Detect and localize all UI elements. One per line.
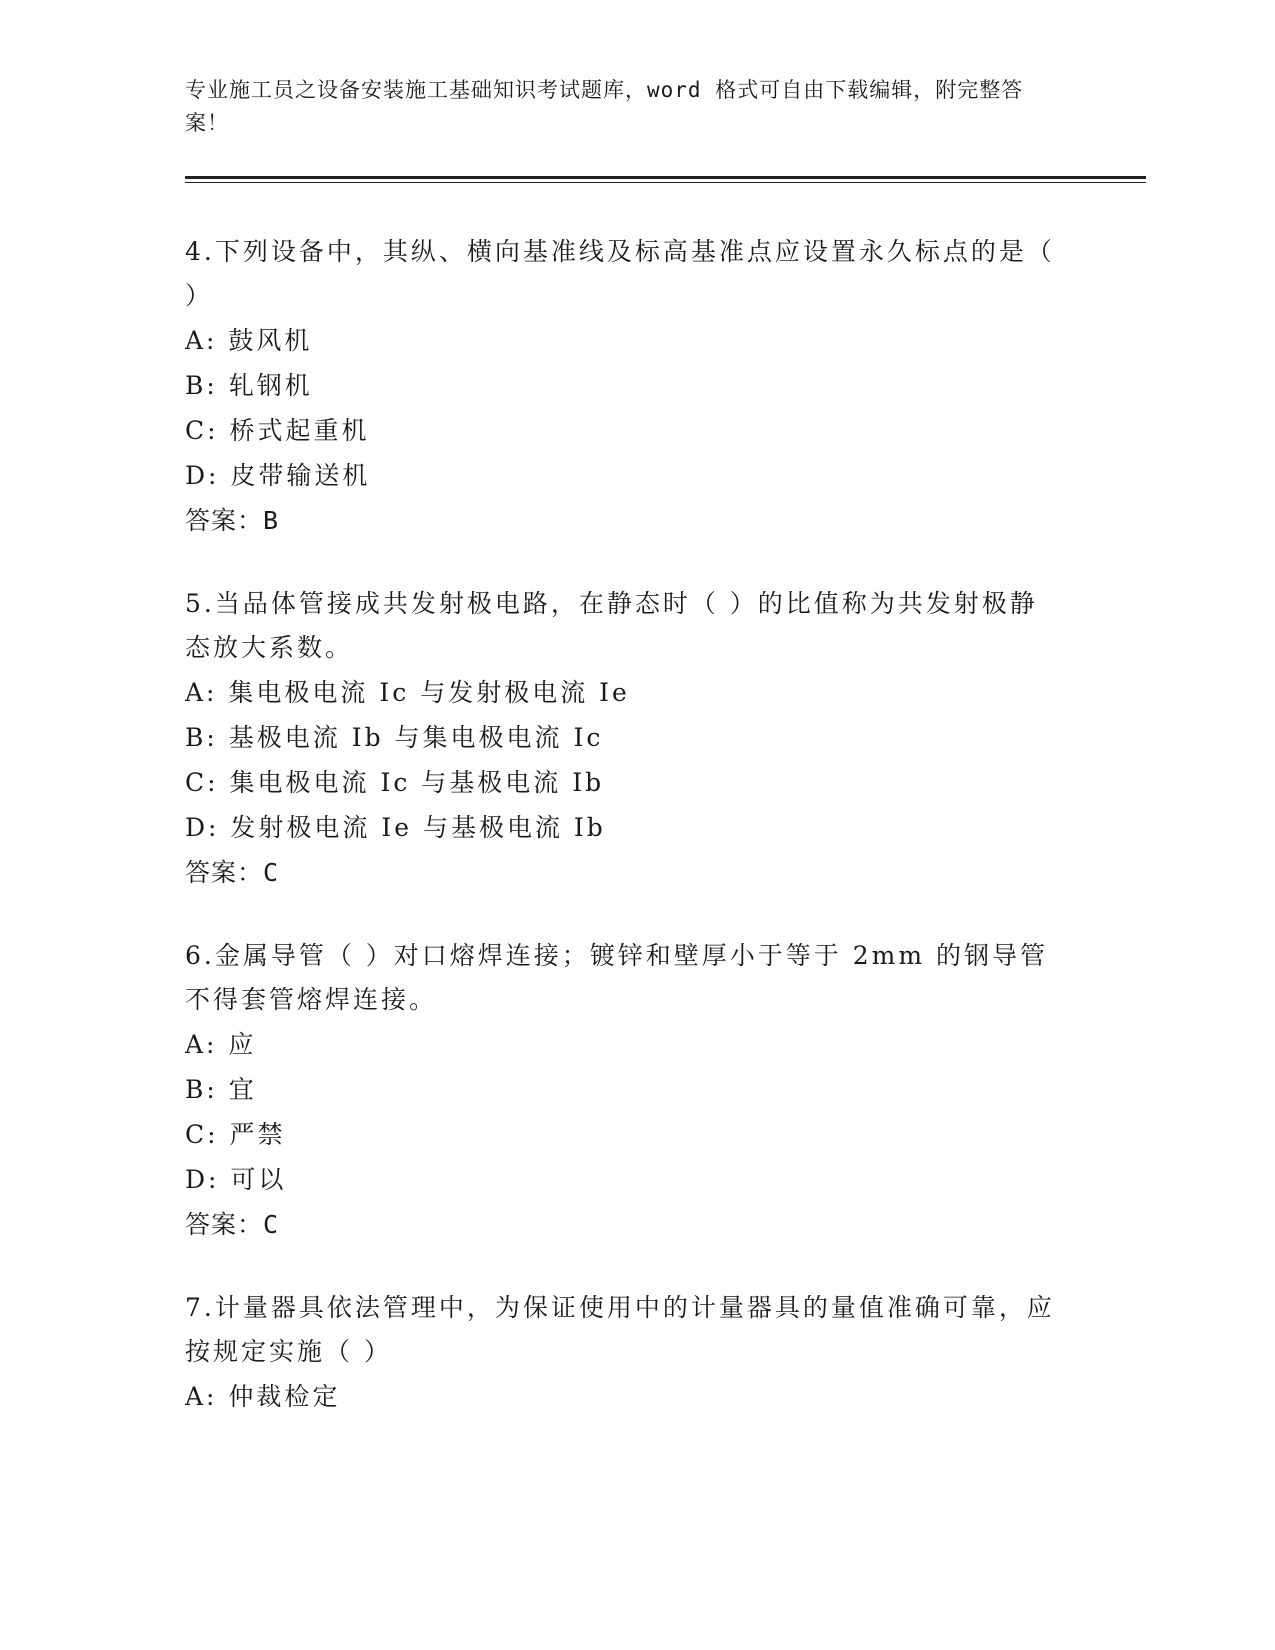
option-b: B: 基极电流 Ib 与集电极电流 Ic <box>185 723 604 752</box>
option-a: A: 鼓风机 <box>185 326 313 355</box>
question-7 <box>185 1286 1065 1419</box>
option-d: D: 发射极电流 Ie 与基极电流 Ib <box>185 813 606 842</box>
header-divider-thin <box>185 182 1146 183</box>
question-6 <box>185 934 1065 1248</box>
option-a: A: 集电极电流 Ic 与发射极电流 Ie <box>185 678 630 707</box>
option-a: A: 应 <box>185 1030 257 1059</box>
option-d: D: 皮带输送机 <box>185 461 371 490</box>
option-d: D: 可以 <box>185 1165 287 1194</box>
document-header-note: 专业施工员之设备安装施工基础知识考试题库，word 格式可自由下载编辑，附完整答案！ <box>185 78 1024 135</box>
answer-line: 答案：B <box>185 506 280 535</box>
question-text: 7.计量器具依法管理中，为保证使用中的计量器具的量值准确可靠，应按规定实施（ ） <box>185 1293 1055 1366</box>
option-c: C: 桥式起重机 <box>185 416 370 445</box>
question-text: 5.当品体管接成共发射极电路，在静态时（ ）的比值称为共发射极静态放大系数。 <box>185 589 1038 662</box>
question-4 <box>185 230 1065 544</box>
question-text: 6.金属导管（ ）对口熔焊连接；镀锌和壁厚小于等于 2mm 的钢导管不得套管熔焊连接。 <box>185 941 1049 1014</box>
option-b: B: 轧钢机 <box>185 371 313 400</box>
option-a: A: 仲裁检定 <box>185 1382 341 1411</box>
question-5 <box>185 582 1065 896</box>
answer-line: 答案：C <box>185 858 280 887</box>
header-divider-thick <box>185 176 1146 179</box>
question-list <box>185 230 1065 1457</box>
option-c: C: 严禁 <box>185 1120 286 1149</box>
option-b: B: 宜 <box>185 1075 257 1104</box>
option-c: C: 集电极电流 Ic 与基极电流 Ib <box>185 768 605 797</box>
answer-line: 答案：C <box>185 1210 280 1239</box>
question-text: 4.下列设备中，其纵、横向基准线及标高基准点应设置永久标点的是（ ） <box>185 237 1055 310</box>
